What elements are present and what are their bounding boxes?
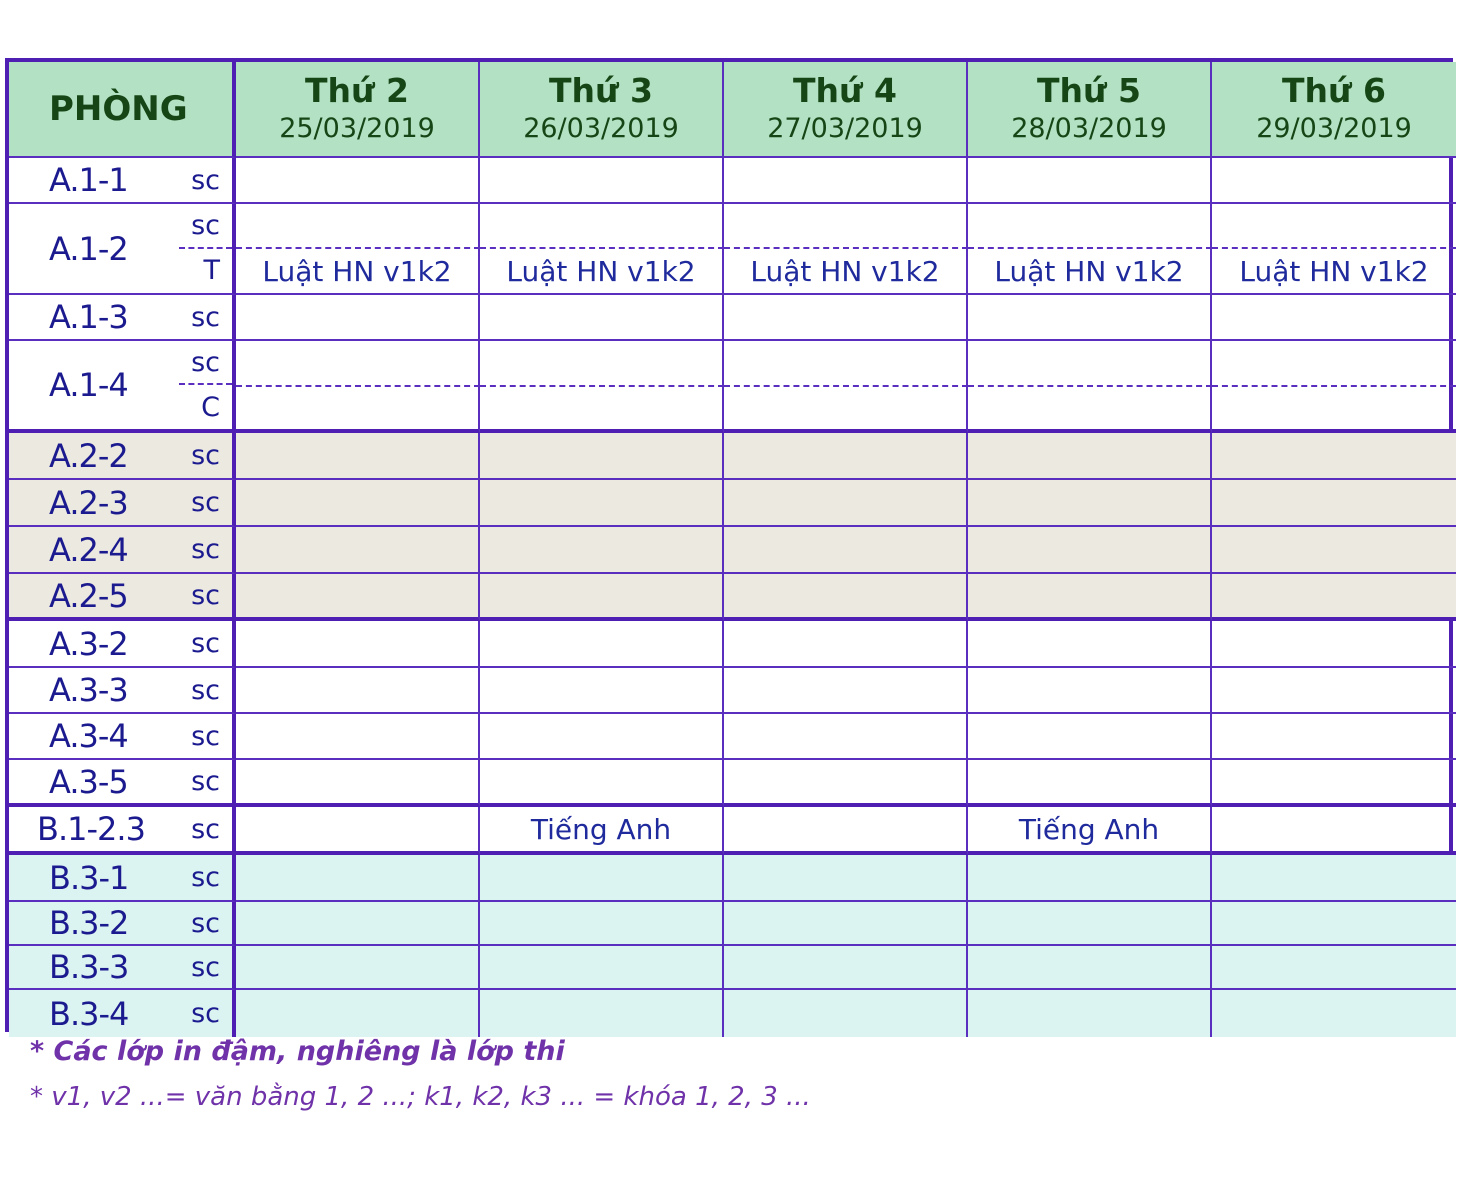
room-label	[9, 204, 236, 295]
schedule-cell	[968, 480, 1212, 527]
schedule-cell	[724, 760, 968, 807]
exam-class-note: * Các lớp in đậm, nghiêng là lớp thi	[30, 1036, 565, 1067]
schedule-cell	[480, 855, 724, 902]
schedule-cell	[968, 714, 1212, 760]
room-name: A.3-3	[49, 671, 128, 709]
schedule-cell	[724, 158, 968, 204]
schedule-cell	[236, 760, 480, 807]
slot-label: sc	[191, 301, 220, 333]
schedule-cell	[1212, 668, 1456, 714]
schedule-cell	[236, 668, 480, 714]
schedule-cell	[1212, 295, 1456, 341]
room-label	[9, 668, 236, 714]
slot-label: sc	[179, 341, 232, 385]
schedule-cell	[1212, 158, 1456, 204]
schedule-cell	[236, 946, 480, 990]
room-name: A.2-2	[49, 436, 128, 475]
room-header: PHÒNG	[9, 62, 236, 158]
day-date: 26/03/2019	[523, 113, 679, 144]
slot-label: sc	[191, 164, 220, 196]
schedule-cell	[724, 807, 968, 855]
slot-label: sc	[191, 534, 220, 565]
schedule-cell: Luật HN v1k2	[724, 249, 968, 295]
schedule-cell: Luật HN v1k2	[968, 249, 1212, 295]
schedule-cell	[968, 158, 1212, 204]
room-label	[9, 807, 236, 855]
schedule-cell: Luật HN v1k2	[1212, 249, 1456, 295]
day-header	[1212, 62, 1456, 158]
schedule-cell	[480, 480, 724, 527]
slot-label: sc	[191, 440, 220, 471]
schedule-cell	[1212, 946, 1456, 990]
room-name: B.3-2	[49, 904, 129, 942]
room-name: A.3-5	[49, 762, 128, 801]
schedule-cell	[236, 855, 480, 902]
slot-label: sc	[179, 204, 232, 249]
schedule-cell: Tiếng Anh	[480, 807, 724, 855]
room-name: A.1-4	[49, 366, 128, 404]
abbreviation-note: * v1, v2 ...= văn bằng 1, 2 ...; k1, k2, k3 ... = khóa 1, 2, 3 ...	[30, 1082, 811, 1112]
room-name: A.3-4	[49, 717, 128, 755]
schedule-cell	[480, 990, 724, 1037]
schedule-cell	[724, 204, 968, 249]
schedule-cell: Luật HN v1k2	[236, 249, 480, 295]
room-name: A.2-5	[49, 576, 128, 615]
schedule-cell	[968, 387, 1212, 433]
room-name: A.3-2	[49, 624, 128, 663]
schedule-cell	[1212, 341, 1456, 387]
schedule-cell	[1212, 387, 1456, 433]
schedule-cell	[968, 760, 1212, 807]
schedule-cell	[1212, 574, 1456, 621]
room-label	[9, 158, 236, 204]
schedule-cell	[968, 295, 1212, 341]
day-header	[236, 62, 480, 158]
schedule-cell	[1212, 621, 1456, 668]
room-label	[9, 760, 236, 807]
room-name: A.1-2	[49, 229, 128, 268]
room-label	[9, 341, 236, 433]
schedule-cell	[480, 574, 724, 621]
schedule-cell	[1212, 855, 1456, 902]
day-date: 27/03/2019	[767, 113, 923, 144]
room-name: A.2-3	[49, 483, 128, 522]
schedule-cell	[1212, 527, 1456, 574]
schedule-cell	[724, 621, 968, 668]
schedule-cell	[480, 668, 724, 714]
room-label	[9, 295, 236, 341]
slot-label: T	[203, 255, 220, 287]
slot-label: sc	[191, 580, 220, 611]
schedule-cell	[968, 855, 1212, 902]
schedule-cell	[968, 341, 1212, 387]
schedule-cell	[236, 990, 480, 1037]
room-label	[9, 574, 236, 621]
schedule-cell	[968, 204, 1212, 249]
schedule-cell	[236, 387, 480, 433]
slot-label: sc	[191, 487, 220, 518]
day-name: Thứ 2	[305, 71, 409, 110]
schedule-cell	[968, 527, 1212, 574]
schedule-cell	[968, 433, 1212, 480]
schedule-cell	[480, 204, 724, 249]
day-header	[968, 62, 1212, 158]
day-name: Thứ 4	[793, 71, 897, 110]
room-name: A.1-1	[49, 161, 128, 199]
schedule-cell	[236, 480, 480, 527]
slot-label: C	[201, 391, 220, 423]
slot-label: sc	[191, 951, 220, 983]
schedule-cell	[236, 341, 480, 387]
room-label	[9, 480, 236, 527]
schedule-cell	[480, 341, 724, 387]
room-label	[9, 621, 236, 668]
room-name: A.1-3	[49, 298, 128, 336]
room-name: B.3-4	[49, 994, 129, 1033]
schedule-cell	[724, 714, 968, 760]
room-label	[9, 433, 236, 480]
schedule-cell	[236, 204, 480, 249]
schedule-cell	[724, 946, 968, 990]
schedule-cell	[236, 902, 480, 946]
schedule-cell	[480, 158, 724, 204]
room-label	[9, 990, 236, 1037]
slot-label: sc	[191, 813, 220, 845]
day-name: Thứ 6	[1282, 71, 1386, 110]
schedule-cell	[968, 990, 1212, 1037]
schedule-cell	[480, 387, 724, 433]
schedule-cell	[724, 480, 968, 527]
day-date: 25/03/2019	[279, 113, 435, 144]
schedule-cell	[724, 387, 968, 433]
schedule-cell: Luật HN v1k2	[480, 249, 724, 295]
day-date: 29/03/2019	[1256, 113, 1412, 144]
schedule-cell: Tiếng Anh	[968, 807, 1212, 855]
schedule-cell	[480, 433, 724, 480]
day-header	[480, 62, 724, 158]
schedule-cell	[724, 433, 968, 480]
schedule-cell	[968, 621, 1212, 668]
schedule-cell	[236, 433, 480, 480]
schedule-cell	[724, 295, 968, 341]
schedule-cell	[724, 527, 968, 574]
slot-label: sc	[191, 998, 220, 1029]
slot-label: sc	[191, 720, 220, 752]
schedule-cell	[1212, 204, 1456, 249]
schedule-cell	[480, 621, 724, 668]
room-name: B.3-1	[49, 858, 129, 897]
schedule-cell	[968, 902, 1212, 946]
day-name: Thứ 3	[549, 71, 653, 110]
slot-label: sc	[191, 766, 220, 797]
schedule-cell	[480, 527, 724, 574]
schedule-cell	[724, 668, 968, 714]
slot-label: sc	[191, 907, 220, 939]
schedule-cell	[1212, 990, 1456, 1037]
room-label	[9, 527, 236, 574]
schedule-cell	[724, 990, 968, 1037]
day-date: 28/03/2019	[1011, 113, 1167, 144]
room-name: A.2-4	[49, 530, 128, 569]
room-label	[9, 855, 236, 902]
schedule-cell	[1212, 760, 1456, 807]
schedule-cell	[236, 527, 480, 574]
schedule-cell	[724, 341, 968, 387]
schedule-cell	[968, 668, 1212, 714]
schedule-cell	[236, 621, 480, 668]
schedule-cell	[236, 574, 480, 621]
schedule-cell	[480, 714, 724, 760]
schedule-cell	[480, 902, 724, 946]
room-name: B.3-3	[49, 948, 129, 986]
slot-label: sc	[191, 628, 220, 659]
schedule-cell	[1212, 807, 1456, 855]
schedule-cell	[968, 574, 1212, 621]
schedule-cell	[724, 855, 968, 902]
schedule-cell	[480, 295, 724, 341]
day-header	[724, 62, 968, 158]
schedule-cell	[1212, 433, 1456, 480]
slot-label: sc	[191, 862, 220, 893]
room-label	[9, 902, 236, 946]
slot-label: sc	[191, 674, 220, 706]
schedule-cell	[236, 714, 480, 760]
schedule-cell	[1212, 902, 1456, 946]
schedule-cell	[724, 574, 968, 621]
day-name: Thứ 5	[1037, 71, 1141, 110]
schedule-cell	[968, 946, 1212, 990]
schedule-cell	[236, 807, 480, 855]
schedule-cell	[1212, 714, 1456, 760]
schedule-cell	[480, 946, 724, 990]
schedule-table	[5, 58, 1453, 1032]
room-name: B.1-2.3	[37, 810, 145, 848]
schedule-cell	[236, 158, 480, 204]
schedule-cell	[236, 295, 480, 341]
schedule-cell	[724, 902, 968, 946]
room-label	[9, 714, 236, 760]
room-label	[9, 946, 236, 990]
schedule-cell	[1212, 480, 1456, 527]
schedule-cell	[480, 760, 724, 807]
